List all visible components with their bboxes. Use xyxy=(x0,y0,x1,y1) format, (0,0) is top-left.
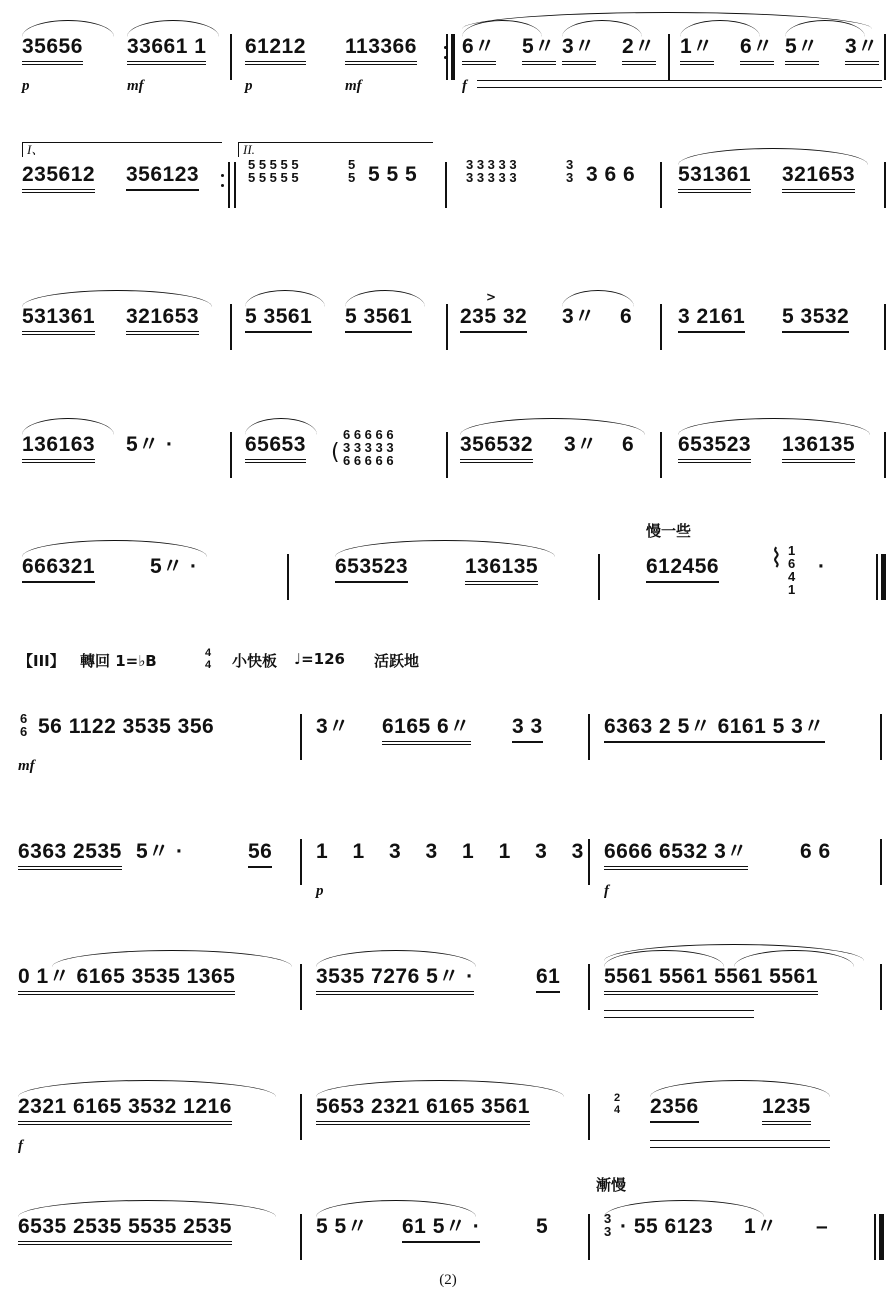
note-group: 3〃 xyxy=(562,305,596,328)
tempo-marking: 小快板 xyxy=(232,652,278,670)
accent-mark: > xyxy=(486,290,497,304)
note-group: – xyxy=(816,1215,829,1238)
note-group: 5 3532 xyxy=(782,304,849,333)
barline xyxy=(884,162,886,208)
barline-double xyxy=(446,34,448,80)
note-group: 6 xyxy=(622,433,635,456)
system-1 xyxy=(0,20,896,94)
barline xyxy=(660,162,662,208)
barline xyxy=(588,964,590,1010)
measure-4 xyxy=(678,304,878,344)
measure-1 xyxy=(22,34,237,94)
measure-2 xyxy=(316,839,584,899)
tempo-annotation: 慢一些 xyxy=(646,522,692,540)
repeat-end xyxy=(228,162,230,208)
dynamic-f: f xyxy=(462,78,467,94)
measure-3 xyxy=(604,839,874,899)
note-group: 113366 xyxy=(345,34,417,65)
note-group: 3〃 xyxy=(562,34,596,65)
page-number: (2) xyxy=(439,1272,457,1288)
measure-2 xyxy=(316,964,576,1004)
chord-stack: 3 3 3 3 3 3 3 3 3 3 xyxy=(466,157,517,185)
note-group: 5〃 · xyxy=(126,433,174,456)
repeat-start xyxy=(451,34,455,80)
dynamic-mf: mf xyxy=(127,78,144,94)
note-group: 5 5 5 xyxy=(368,163,418,186)
system-3 xyxy=(0,290,896,360)
section-header xyxy=(18,647,888,674)
measure-1 xyxy=(18,839,288,879)
note-group: 1 1 3 3 1 1 3 3 xyxy=(316,840,584,863)
note-group: 35656 xyxy=(22,34,83,65)
measure-4 xyxy=(678,432,878,472)
barline xyxy=(300,1214,302,1260)
crescendo xyxy=(477,80,882,88)
section-label: 【III】 xyxy=(18,652,65,670)
note-group: 6165 6〃 xyxy=(382,714,471,745)
note-group: 1235 xyxy=(762,1094,811,1125)
note-group: 136135 xyxy=(465,554,538,585)
barline xyxy=(588,839,590,885)
note-group: 1〃 xyxy=(680,34,714,65)
barline-final xyxy=(879,1214,884,1260)
chord-stack: 3 3 xyxy=(566,157,574,185)
note-group: 6535 2535 5535 2535 xyxy=(18,1214,232,1245)
note-group: 33661 1 xyxy=(127,34,206,65)
barline xyxy=(300,839,302,885)
dynamic-p: p xyxy=(245,78,253,94)
second-ending: II. xyxy=(238,142,433,157)
crescendo xyxy=(604,1010,754,1018)
chord-stack: 6 6 6 6 6 3 3 3 3 3 6 6 6 6 6 xyxy=(343,427,394,468)
barline xyxy=(230,34,232,80)
chord-stack: 5 5 xyxy=(348,157,356,185)
measure-3 xyxy=(604,964,874,1004)
note-group: 5〃 · xyxy=(150,555,198,578)
note-group: 61 xyxy=(536,964,560,993)
dynamic-f: f xyxy=(18,1138,23,1154)
expression-marking: 活跃地 xyxy=(374,652,420,670)
barline xyxy=(884,34,886,80)
bracket: ( xyxy=(331,440,340,465)
chord-stack: 1 6 4 1 xyxy=(788,543,796,597)
system-6 xyxy=(0,700,896,774)
system-2 xyxy=(0,142,896,218)
note-group: 6 6 xyxy=(800,840,831,863)
note-group: 5561 5561 5561 5561 xyxy=(604,964,818,995)
note-group: 56 xyxy=(248,839,272,868)
note-group: 61212 xyxy=(245,34,306,65)
barline xyxy=(668,34,670,80)
barline xyxy=(588,1214,590,1260)
note-group: 1〃 xyxy=(744,1215,778,1238)
note-group: 65653 xyxy=(245,432,306,463)
note-group: 56 1122 3535 356 xyxy=(38,715,215,738)
note-group: 6 xyxy=(620,305,633,328)
measure-3 xyxy=(604,714,874,754)
measure-1 xyxy=(18,1094,288,1154)
measure-4 xyxy=(680,34,880,74)
measure-2 xyxy=(316,714,576,754)
note-group: 61 5〃 · xyxy=(402,1214,480,1243)
crescendo xyxy=(650,1140,830,1148)
system-7 xyxy=(0,825,896,899)
barline xyxy=(588,1094,590,1140)
system-10 xyxy=(0,1176,896,1270)
note-group: 653523 xyxy=(678,432,751,463)
barline xyxy=(230,432,232,478)
time-signature-top: 2 xyxy=(613,1092,621,1104)
barline xyxy=(598,554,600,600)
measure-2 xyxy=(335,554,565,594)
chord-stack: 6 6 xyxy=(20,711,28,739)
barline-final xyxy=(874,1214,876,1260)
dynamic-p: p xyxy=(22,78,30,94)
note-group: 531361 xyxy=(678,162,751,193)
barline xyxy=(300,964,302,1010)
note-group: 5 3561 xyxy=(345,304,412,333)
barline xyxy=(446,304,448,350)
time-signature-bottom: 4 xyxy=(613,1104,621,1116)
time-signature xyxy=(610,1092,624,1116)
measure-3 xyxy=(646,522,876,597)
note-group: · 55 6123 xyxy=(620,1215,714,1238)
measure-3 xyxy=(460,432,650,472)
note-group: 5 5〃 xyxy=(316,1215,369,1238)
measure-3 xyxy=(596,1176,864,1254)
dynamic-p: p xyxy=(316,883,324,899)
measure-2 xyxy=(245,427,435,472)
measure-1 xyxy=(18,964,288,1004)
system-4 xyxy=(0,418,896,488)
chord-stack: 5 5 5 5 5 5 5 5 5 5 xyxy=(248,157,299,185)
note-group: 2321 6165 3532 1216 xyxy=(18,1094,232,1125)
note-group: 666321 xyxy=(22,554,95,583)
note-group: 2〃 xyxy=(622,34,656,65)
note-group: 5〃 xyxy=(785,34,819,65)
note-group: 5653 2321 6165 3561 xyxy=(316,1094,530,1125)
note-group: 5〃 · xyxy=(136,840,184,863)
note-group: 3 2161 xyxy=(678,304,745,333)
note-group: 5 3561 xyxy=(245,304,312,333)
measure-1 xyxy=(22,142,227,202)
barline-double xyxy=(234,162,236,208)
dynamic-mf: mf xyxy=(345,78,362,94)
measure-2 xyxy=(245,304,440,344)
time-signature: 4 4 xyxy=(204,647,212,671)
dynamic-f: f xyxy=(604,883,609,899)
note-group: 3 3 xyxy=(512,714,543,743)
measure-1 xyxy=(22,304,227,344)
note-group: 0 1〃 6165 3535 1365 xyxy=(18,964,235,995)
barline xyxy=(880,714,882,760)
note-group: 531361 xyxy=(22,304,95,335)
note-group: 356123 xyxy=(126,162,199,191)
measure-2 xyxy=(243,142,438,202)
measure-4 xyxy=(678,162,878,202)
measure-1 xyxy=(22,432,227,472)
note-group: 136163 xyxy=(22,432,95,463)
barline xyxy=(230,304,232,350)
note-group: 3535 7276 5〃 · xyxy=(316,964,474,995)
note-group: 356532 xyxy=(460,432,533,463)
key-signature: 轉回 1=♭B xyxy=(80,652,157,670)
barline xyxy=(660,432,662,478)
measure-2 xyxy=(316,1094,576,1134)
note-group: · xyxy=(818,555,826,578)
note-group: 235612 xyxy=(22,162,95,193)
note-group: 235 32 xyxy=(460,304,527,333)
barline xyxy=(880,839,882,885)
barline-final xyxy=(876,554,878,600)
note-group: 5 xyxy=(536,1215,549,1238)
note-group: 321653 xyxy=(126,304,199,335)
note-group: 6〃 xyxy=(462,34,496,65)
measure-2 xyxy=(316,1214,576,1254)
measure-3 xyxy=(462,34,662,94)
barline xyxy=(300,714,302,760)
barline-final xyxy=(881,554,886,600)
barline xyxy=(588,714,590,760)
barline xyxy=(445,162,447,208)
note-group: 3〃 xyxy=(845,34,879,65)
first-ending: I、 xyxy=(22,142,222,157)
barline xyxy=(300,1094,302,1140)
barline xyxy=(446,432,448,478)
note-group: 612456 xyxy=(646,554,719,583)
metronome-mark: ♩=126 xyxy=(294,650,345,668)
measure-3 xyxy=(604,1094,874,1134)
measure-1 xyxy=(22,554,282,594)
note-group: 2356 xyxy=(650,1094,699,1123)
system-9 xyxy=(0,1080,896,1154)
note-group: 6363 2 5〃 6161 5 3〃 xyxy=(604,714,825,743)
barline xyxy=(884,304,886,350)
chord-stack: 3 3 xyxy=(604,1211,612,1239)
barline xyxy=(880,964,882,1010)
note-group: 6363 2535 xyxy=(18,839,122,870)
barline xyxy=(884,432,886,478)
measure-3 xyxy=(466,157,646,202)
measure-1 xyxy=(18,711,278,774)
note-group: 6666 6532 3〃 xyxy=(604,839,748,870)
note-group: 653523 xyxy=(335,554,408,583)
note-group: 5〃 xyxy=(522,34,556,65)
note-group: 3〃 xyxy=(564,433,598,456)
note-group: 3 6 6 xyxy=(586,163,636,186)
barline xyxy=(287,554,289,600)
note-group: 3〃 xyxy=(316,715,350,738)
system-5 xyxy=(0,522,896,610)
note-group: 6〃 xyxy=(740,34,774,65)
dynamic-mf: mf xyxy=(18,758,35,774)
barline xyxy=(660,304,662,350)
system-8 xyxy=(0,950,896,1020)
tempo-annotation: 漸慢 xyxy=(596,1176,627,1194)
arpeggio-mark: ⌇ xyxy=(770,544,783,574)
note-group: 136135 xyxy=(782,432,855,463)
measure-2 xyxy=(245,34,445,94)
note-group: 321653 xyxy=(782,162,855,193)
measure-1 xyxy=(18,1214,288,1254)
measure-3 xyxy=(460,290,650,344)
